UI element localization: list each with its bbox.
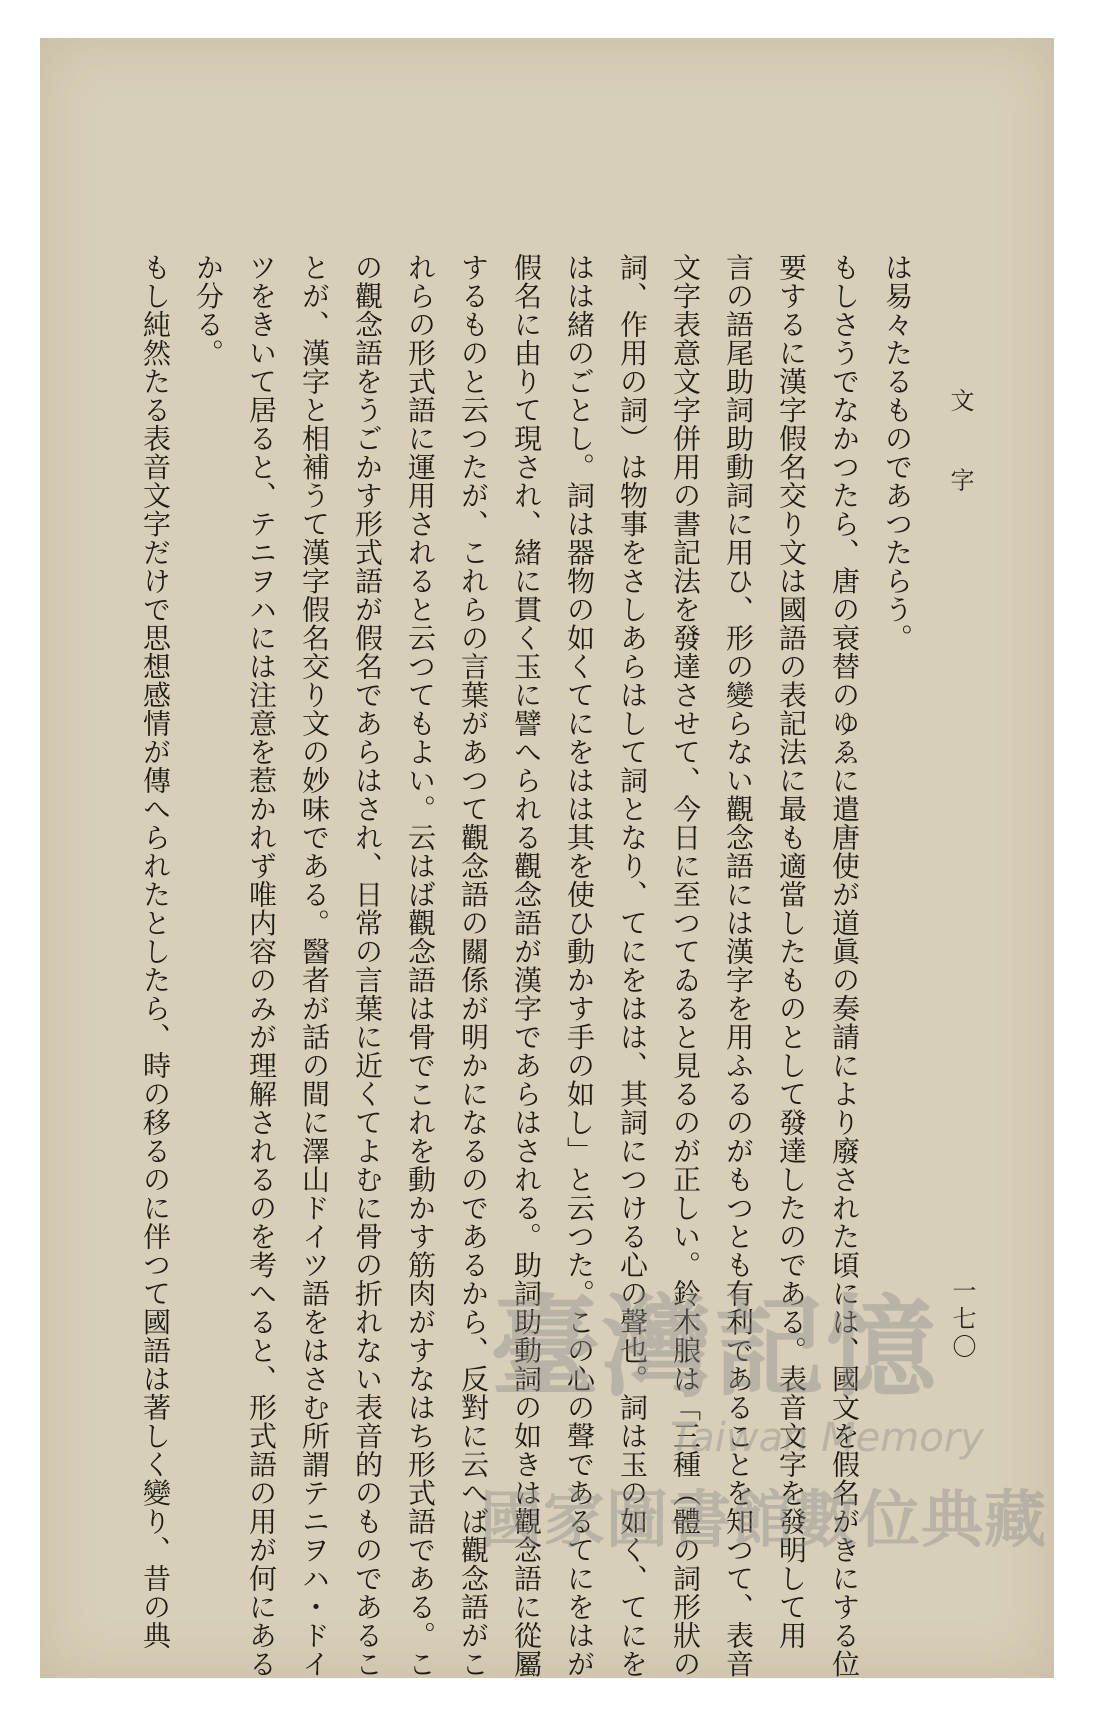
text-line: はは緒のごとし。詞は器物の如くてにをはは其を使ひ動かす手の如し」と云つた。この心の聲であるてにをはが — [563, 253, 596, 1678]
text-line: 文字表意文字併用の書記法を發達させて、今日に至つてゐると見るのが正しい。鈴木朖は「三種（體の詞形狀の — [669, 253, 702, 1678]
text-line: もしさうでなかつたら、唐の衰替のゆゑに遣唐使が道眞の奏請により廢された頃には、國文を假名がきにする位 — [828, 253, 861, 1678]
text-line: 假名に由りて現され、緒に貫く玉に譬へられる觀念語が漢字であらはされる。助詞助動詞の如きは觀念語に從屬 — [510, 253, 543, 1678]
text-line: れらの形式語に運用されると云つてもよい。云はば觀念語は骨でこれを動かす筋肉がすなはち形式語である。こ — [404, 253, 437, 1678]
text-line: の觀念語をうごかす形式語が假名であらはされ、日常の言葉に近くてよむに骨の折れない表音的のものであるこ — [351, 253, 384, 1678]
text-line: もし純然たる表音文字だけで思想感情が傳へられたとしたら、時の移るのに伴つて國語は著しく變り、昔の典 — [139, 253, 172, 1650]
text-line: 言の語尾助詞助動詞に用ひ、形の變らない觀念語には漢字を用ふるのがもつとも有利であることを知つて、表音 — [722, 253, 755, 1678]
page-number: 一七〇 — [948, 1278, 976, 1362]
text-line: とが、漢字と相補うて漢字假名交り文の妙味である。醫者が話の間に澤山ドイツ語をはさむ所謂テニヲハ・ドイ — [298, 253, 331, 1678]
watermark-subtitle-en: Taiwan Memory — [670, 1415, 984, 1461]
text-line: は易々たるものであつたらう。 — [881, 253, 914, 652]
watermark-title: 臺灣記憶 — [490, 1284, 938, 1412]
running-header-title: 文 字 — [946, 388, 974, 516]
text-line: か分る。 — [192, 253, 225, 367]
watermark — [480, 1260, 1048, 1580]
text-line: ツをきいて居ると、テニヲハには注意を惹かれず唯内容のみが理解されるのを考へると、形式語の用が何にある — [245, 253, 278, 1678]
text-line: 要するに漢字假名交り文は國語の表記法に最も適當したものとして發達したのである。表音文字を發明して用 — [775, 253, 808, 1650]
watermark-subtitle-cn: 國家圖書館數位典藏 — [480, 1483, 1048, 1556]
text-line: するものと云つたが、これらの言葉があつて觀念語の關係が明かになるのであるから、反對に云へば觀念語がこ — [457, 253, 490, 1678]
text-line: 詞、作用の詞）は物事をさしあらはして詞となり、てにをはは、其詞につける心の聲也。詞は玉の如く、てにを — [616, 253, 649, 1678]
